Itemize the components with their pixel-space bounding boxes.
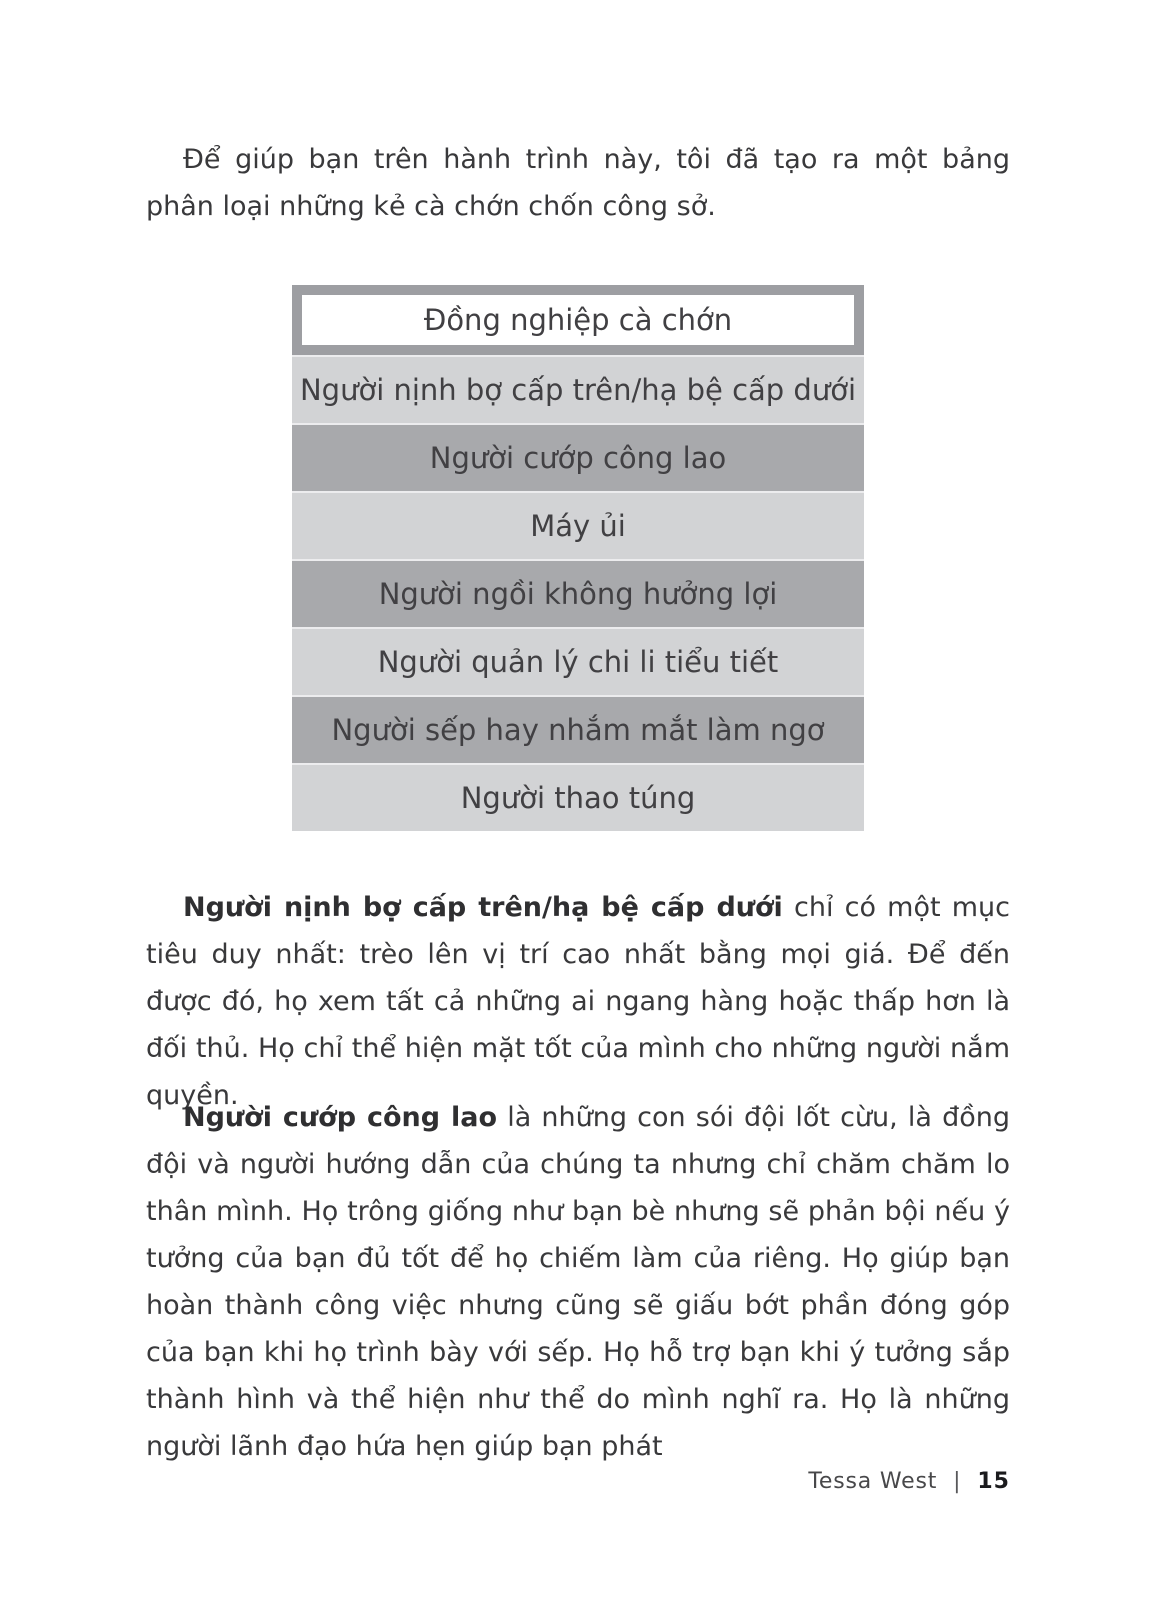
jerk-types-table xyxy=(292,285,864,831)
paragraph-lead-bold: Người cướp công lao xyxy=(183,1102,498,1133)
table-row: Máy ủi xyxy=(292,491,864,559)
page-number: 15 xyxy=(977,1469,1010,1494)
table-row: Người quản lý chi li tiểu tiết xyxy=(292,627,864,695)
footer-separator: | xyxy=(953,1469,962,1494)
paragraph-body-text: là những con sói đội lốt cừu, là đồng đội và người hướng dẫn của chúng ta nhưng chỉ chăm chăm lo thân mình. Họ trông giống như bạn bè nhưng sẽ phản bội nếu ý tưởng của bạn đủ tốt để họ chiếm làm của riêng. Họ giúp bạn hoàn thành công việc nhưng cũng sẽ giấu bớt phần đóng góp của bạn khi họ trình bày với sếp. Họ hỗ trợ bạn khi ý tưởng sắp thành hình và thể hiện như thể do mình nghĩ ra. Họ là những người lãnh đạo hứa hẹn giúp bạn phát xyxy=(146,1102,1010,1462)
paragraph-lead-bold: Người nịnh bợ cấp trên/hạ bệ cấp dưới xyxy=(183,892,783,923)
table-header-label: Đồng nghiệp cà chớn xyxy=(423,303,733,337)
table-row: Người thao túng xyxy=(292,763,864,831)
table-row: Người sếp hay nhắm mắt làm ngơ xyxy=(292,695,864,763)
paragraph-kiss-up xyxy=(146,884,1010,1119)
author-name: Tessa West xyxy=(808,1469,938,1494)
intro-paragraph: Để giúp bạn trên hành trình này, tôi đã tạo ra một bảng phân loại những kẻ cà chớn chốn công sở. xyxy=(146,144,1010,222)
table-row: Người cướp công lao xyxy=(292,423,864,491)
paragraph-body-text: chỉ có một mục tiêu duy nhất: trèo lên vị trí cao nhất bằng mọi giá. Để đến được đó, họ xem tất cả những ai ngang hàng hoặc thấp hơn là đối thủ. Họ chỉ thể hiện mặt tốt của mình cho những người nắm quyền. xyxy=(146,892,1010,1111)
paragraph-credit-stealer xyxy=(146,1094,1010,1470)
table-row: Người nịnh bợ cấp trên/hạ bệ cấp dưới xyxy=(292,355,864,423)
table-row: Người ngồi không hưởng lợi xyxy=(292,559,864,627)
page-footer xyxy=(808,1469,1010,1494)
table-header-cell xyxy=(292,285,864,355)
